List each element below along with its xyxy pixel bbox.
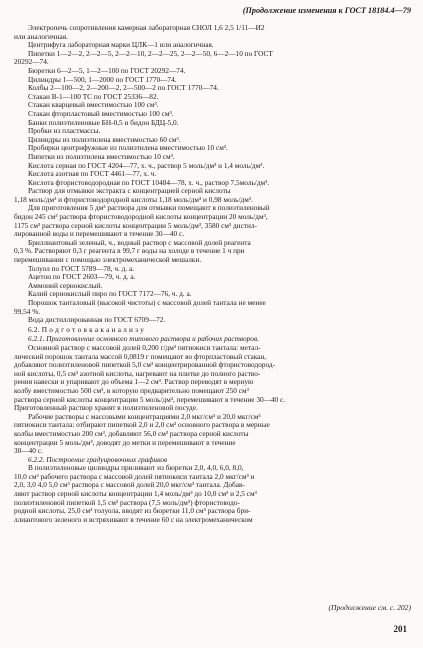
text-line: или аналогичная. [14,32,68,41]
text-line: Пробки из пластмассы. [28,127,101,136]
text-line: 2,0, 3,0 4,0 5,0 см³ раствора с массовой долей 20,0 мкг/см³ тантала. Добав- [14,481,245,490]
text-line: Кислота серная по ГОСТ 4204—77, х. ч., раствор 5 моль/дм³ и 1,4 моль/дм³. [28,161,265,170]
text-line: колбы вместимостью 200 см³, добавляют 56,0 см³ раствора серной кислоты [14,429,249,438]
text-line: Стакан кварцевый вместимостью 100 см³. [28,101,159,110]
text-line: Стакан В-1—100 ТС по ГОСТ 25336—82. [28,92,159,101]
text-line: Вода дистиллированная по ГОСТ 6709—72. [28,316,166,325]
text-line: бидон 245 см³ раствора фтористоводородной кислоты концентрации 20 моль/дм³, [14,213,268,222]
text-line: 6.2.1. Приготовление основного типового раствора и рабочих растворов. [28,335,259,344]
text-line: Ацетон по ГОСТ 2603—79, ч. д. а. [28,273,136,282]
text-line: 6.2.2. Построение градуировочных графиков [28,455,168,464]
text-line: лированной воды и перемешивают в течение 30—40 с. [14,230,185,239]
text-line: Основной раствор с массовой долей 0,200 г/дм³ пятиокиси тантала: метал- [28,343,261,352]
text-line: 1,18 моль/дм³ и фтористоводородной кислоты 1,18 моль/дм³ и 0,98 моль/дм³. [14,195,253,204]
text-line: Бриллиантовый зеленый, ч., водный раствор с массовой долей реагента [28,238,251,247]
text-line: В полиэтиленовые цилиндры приливают из бюретки 2,0, 4,0, 6,0, 8,0, [28,464,244,473]
text-line: рения навески и упаривают до объема 1—2 см³. Раствор переводят в мерную [14,378,254,387]
text-line: Рабочие растворы с массовыми концентрациями 2,0 мкг/см³ и 20,0 мкг/см³ [28,412,261,421]
text-line: Порошок танталовый (высокой чистоты) с массовой долей тантала не менее [28,299,266,307]
text-line: 10,0 см³ рабочего раствора с массовой долей пятиокиси тантала 2,0 мкг/см³ и [14,472,255,481]
text-line: ллиантового зеленого и встряхивают в течение 60 с на электромеханическом [14,515,253,524]
text-line: Центрифуга лабораторная марки ЦЛК—1 или аналогичная. [28,41,214,50]
text-line: ляют раствор серной кислоты концентрации 1,4 моль/дм³ до 10,0 см³ и 2,5 см³ [14,490,257,499]
text-line: раствора серной кислоты концентрации 5 моль/дм³, перемешивают в течение 30—40 с. [14,395,286,404]
text-line: Электропечь сопротивления камерная лабораторная СНОЛ 1,6 2,5 1/11—И2 [28,24,265,32]
text-line: родной кислоты, 25,0 см³ толуола, вводят из бюретки 11,0 см³ раствора бри- [14,507,251,516]
text-line: добавляют полиэтиленовой пипеткой 5,0 см³ концентрированной фтористоводород- [14,361,276,370]
text-line: колбу вместимостью 500 см³, в которую предварительно помещают 250 см³ [14,386,249,395]
text-line: Бюретки 6—2—5, 1—2—100 по ГОСТ 20292—74. [28,66,186,75]
text-line: 99,54 %. [14,307,41,316]
text-line: 20292—74. [14,58,49,67]
text-line: Пипетки из полиэтилена вместимостью 10 см³. [28,152,175,161]
text-line: Пипетки 1—2—2, 2—2—5, 2—2—10, 2—2—25, 2—2—50, 6—2—10 по ГОСТ [28,49,273,58]
text-line: Калий сернокислый пиро по ГОСТ 7172—76, ч. д. а. [28,290,192,299]
text-line: Цилиндры из полиэтилена вместимостью 60 см³. [28,135,181,144]
text-line: 30—40 с. [14,447,43,456]
text-line: 0,3 %. Растворяют 0,3 г реагента в 99,7 г воды на холоде в течение 1 ч при [14,247,245,256]
page-number: 201 [393,624,407,634]
text-line: Кислота азотная по ГОСТ 4461—77, х. ч. [28,170,157,179]
text-line: 1175 см³ раствора серной кислоты концентрации 5 моль/дм³, 3580 см³ дистил- [14,221,257,230]
text-line: Аммоний сернокислый. [28,281,103,290]
text-line: Кислота фтористоводородная по ГОСТ 10484—78, х. ч., раствор 7,5моль/дм³. [28,178,270,187]
text-line: перемешивании с помощью электромеханической мешалки. [14,256,202,265]
text-line: ной кислоты, 0,5 см³ азотной кислоты, нагревают на плитке до полного раство- [14,369,261,378]
text-line: Колбы 2—100—2, 2—200—2, 2—500—2 по ГОСТ 1770—74. [28,84,219,93]
text-line: Толуол по ГОСТ 5789—78, ч. д. а. [28,264,135,273]
continuation-footer-note: (Продолжение см. с. 202) [328,603,411,612]
continuation-header: (Продолжение изменения к ГОСТ 18184.4—79 [242,6,411,15]
text-line: Пробирки центрифужные из полиэтилена вместимостью 10 см³. [28,144,228,153]
text-line: Банки полиэтиленовые БН-0,5 и бидон БДЦ-5,0. [28,118,179,127]
text-line: 6.2. П о д г о т о в к а к а н а л и з у [28,325,145,334]
document-body [14,24,411,524]
text-line: Стакан фторпластовый вместимостью 100 см³. [28,109,174,118]
text-line: лический порошок тантала массой 0,0819 г помещают во фторпластовый стакан, [14,352,267,361]
text-line: пятиокиси тантала: отбирают пипеткой 2,0 и 2,0 см³ основного раствора в мерные [14,421,270,430]
text-line: концентрации 5 моль/дм³, доводят до метки и перемешивают в течение [14,438,236,447]
text-line: полиэтиленовой пипеткой 1,5 см³ раствора (7,5 моль/дм³) фтористоводо- [14,498,240,507]
text-line: Приготовленный раствор хранят в полиэтиленовой посуде. [14,404,198,413]
text-line: Цилиндры 1—500, 1—2000 по ГОСТ 1770—74. [28,75,177,84]
text-line: Для приготовления 5 дм³ раствора для отмывки помещают в полиэтиленовый [28,204,270,213]
text-line: Раствор для отмывки экстракта с концентрацией серной кислоты [28,187,231,196]
